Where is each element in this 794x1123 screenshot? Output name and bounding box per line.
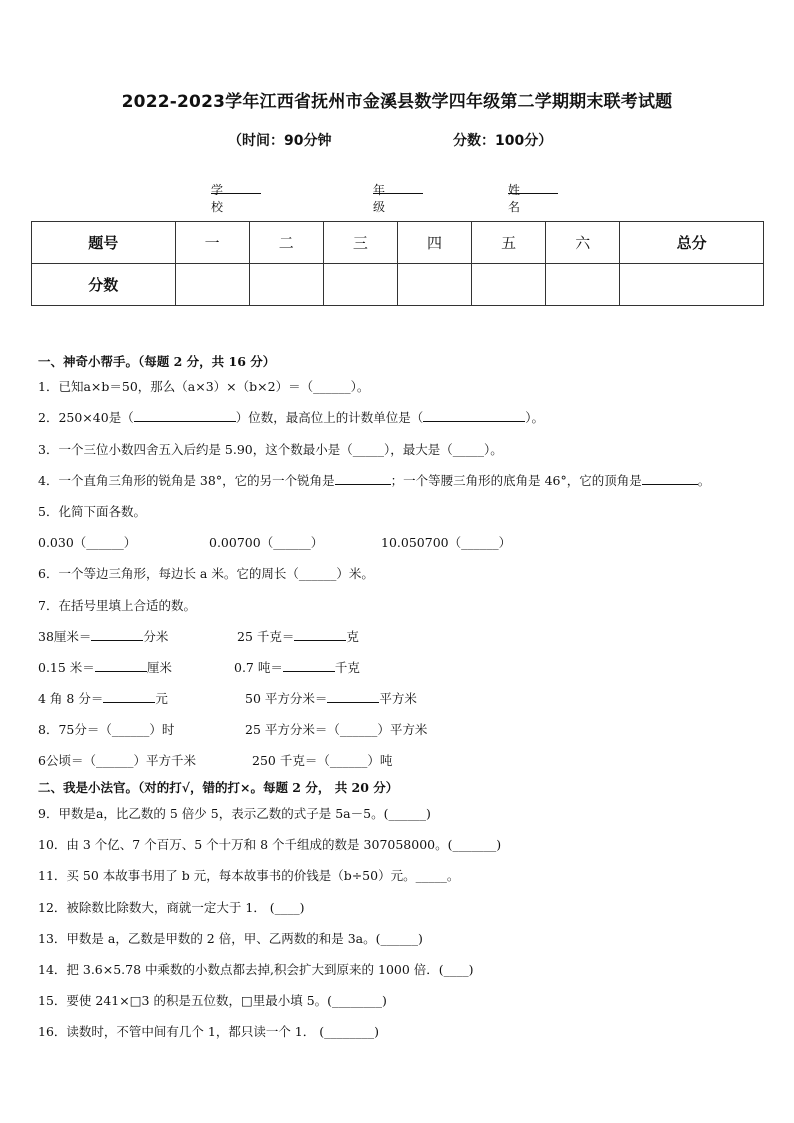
header-cell: 三: [323, 222, 397, 264]
question-1: 1．已知a×b＝50，那么（a×3）×（b×2）＝（______）。: [38, 379, 370, 394]
header-cell: 一: [175, 222, 249, 264]
score-table: [31, 221, 764, 306]
question-4: [38, 471, 710, 489]
q7-blank[interactable]: [283, 659, 335, 672]
header-cell: 五: [472, 222, 546, 264]
q7-unit: 厘米: [146, 660, 172, 675]
question-2: [38, 408, 544, 426]
question-5: 5．化简下面各数。: [38, 504, 146, 519]
score-cell[interactable]: [472, 264, 546, 306]
question-8-row-1-right: 25 平方分米＝（______）平方米: [245, 722, 428, 737]
question-10: 10．由 3 个亿、7 个百万、5 个十万和 8 个千组成的数是 307058000。(_______): [38, 837, 502, 852]
q7-unit: 千克: [334, 660, 360, 675]
q2-part-c: ）。: [525, 410, 544, 425]
score-cell[interactable]: [175, 264, 249, 306]
score-cell[interactable]: [323, 264, 397, 306]
q7-row-2-right: [234, 658, 360, 676]
q7-unit: 元: [155, 691, 168, 706]
grade-blank[interactable]: [373, 181, 423, 194]
header-cell: 题号: [32, 222, 176, 264]
question-11: 11．买 50 本故事书用了 b 元，每本故事书的价钱是（b÷50）元。_____。: [38, 868, 460, 883]
q4-blank-2[interactable]: [642, 472, 698, 485]
q7-blank[interactable]: [294, 628, 346, 641]
question-8-row-2-right: 250 千克＝（______）吨: [252, 753, 393, 768]
q4-blank-1[interactable]: [335, 472, 391, 485]
school-label: 学校: [211, 183, 224, 214]
q2-blank-1[interactable]: [134, 409, 236, 422]
section-1-heading: 一、神奇小帮手。（每题 2 分，共 16 分）: [38, 354, 276, 369]
q5-item-2: 0.00700（______）: [209, 535, 324, 550]
q7-row-1-left: [38, 627, 168, 645]
grade-label: 年级: [373, 183, 386, 214]
q7-row-3-right: [245, 689, 417, 707]
q7-blank[interactable]: [91, 628, 143, 641]
score-cell[interactable]: [546, 264, 620, 306]
q7-blank[interactable]: [327, 690, 379, 703]
q2-part-b: ）位数，最高位上的计数单位是（: [235, 410, 424, 425]
q7-label: 0.7 吨＝: [234, 660, 283, 675]
q7-label: 38厘米＝: [38, 629, 92, 644]
q5-item-3: 10.050700（______）: [381, 535, 512, 550]
q7-unit: 分米: [143, 629, 169, 644]
q7-label: 50 平方分米＝: [245, 691, 328, 706]
header-cell: 二: [249, 222, 323, 264]
q4-part-c: 。: [697, 473, 711, 488]
header-cell: 总分: [620, 222, 764, 264]
q7-row-1-right: [237, 627, 359, 645]
q7-row-2-left: [38, 658, 172, 676]
q5-item-1: 0.030（______）: [38, 535, 137, 550]
header-cell: 六: [546, 222, 620, 264]
question-8-row-2-left: 6公顷＝（______）平方千米: [38, 753, 196, 768]
question-16: 16．读数时，不管中间有几个 1，都只读一个 1． (________): [38, 1024, 379, 1039]
q7-blank[interactable]: [95, 659, 147, 672]
q7-label: 4 角 8 分＝: [38, 691, 104, 706]
name-blank[interactable]: [508, 181, 558, 194]
name-label: 姓名: [508, 183, 521, 214]
section-2-heading: 二、我是小法官。（对的打√，错的打×。每题 2 分， 共 20 分）: [38, 780, 399, 795]
q2-part-a: 2．250×40是（: [38, 410, 134, 425]
score-table-header-row: [32, 222, 764, 264]
score-cell[interactable]: [249, 264, 323, 306]
q4-part-b: ；一个等腰三角形的底角是 46°，它的顶角是: [390, 473, 642, 488]
q7-label: 25 千克＝: [237, 629, 295, 644]
q4-part-a: 4．一个直角三角形的锐角是 38°，它的另一个锐角是: [38, 473, 335, 488]
page-title: 2022-2023学年江西省抚州市金溪县数学四年级第二学期期末联考试题: [121, 92, 673, 112]
q7-unit: 克: [346, 629, 359, 644]
q7-unit: 平方米: [379, 691, 417, 706]
question-8-row-1-left: 8．75分＝（______）时: [38, 722, 175, 737]
question-15: 15．要使 241×□3 的积是五位数，□里最小填 5。(________): [38, 993, 387, 1008]
q7-label: 0.15 米＝: [38, 660, 95, 675]
exam-time: （时间：90分钟: [228, 133, 332, 149]
exam-total-score: 分数：100分）: [453, 133, 553, 149]
question-3: 3．一个三位小数四舍五入后约是 5.90，这个数最小是（_____），最大是（_____）。: [38, 442, 503, 457]
question-12: 12．被除数比除数大，商就一定大于 1． (____): [38, 900, 305, 915]
question-9: 9．甲数是a，比乙数的 5 倍少 5，表示乙数的式子是 5a－5。(______): [38, 806, 431, 821]
question-13: 13．甲数是 a，乙数是甲数的 2 倍，甲、乙两数的和是 3a。(______): [38, 931, 423, 946]
q7-row-3-left: [38, 689, 168, 707]
q2-blank-2[interactable]: [423, 409, 525, 422]
score-cell[interactable]: [397, 264, 471, 306]
header-cell: 四: [397, 222, 471, 264]
score-row-label: 分数: [32, 264, 176, 306]
question-6: 6．一个等边三角形，每边长 a 米。它的周长（______）米。: [38, 566, 374, 581]
score-cell[interactable]: [620, 264, 764, 306]
question-7: 7．在括号里填上合适的数。: [38, 598, 196, 613]
q7-blank[interactable]: [103, 690, 155, 703]
school-blank[interactable]: [211, 181, 261, 194]
score-table-score-row: [32, 264, 764, 306]
question-14: 14．把 3.6×5.78 中乘数的小数点都去掉,积会扩大到原来的 1000 倍．(____): [38, 962, 474, 977]
